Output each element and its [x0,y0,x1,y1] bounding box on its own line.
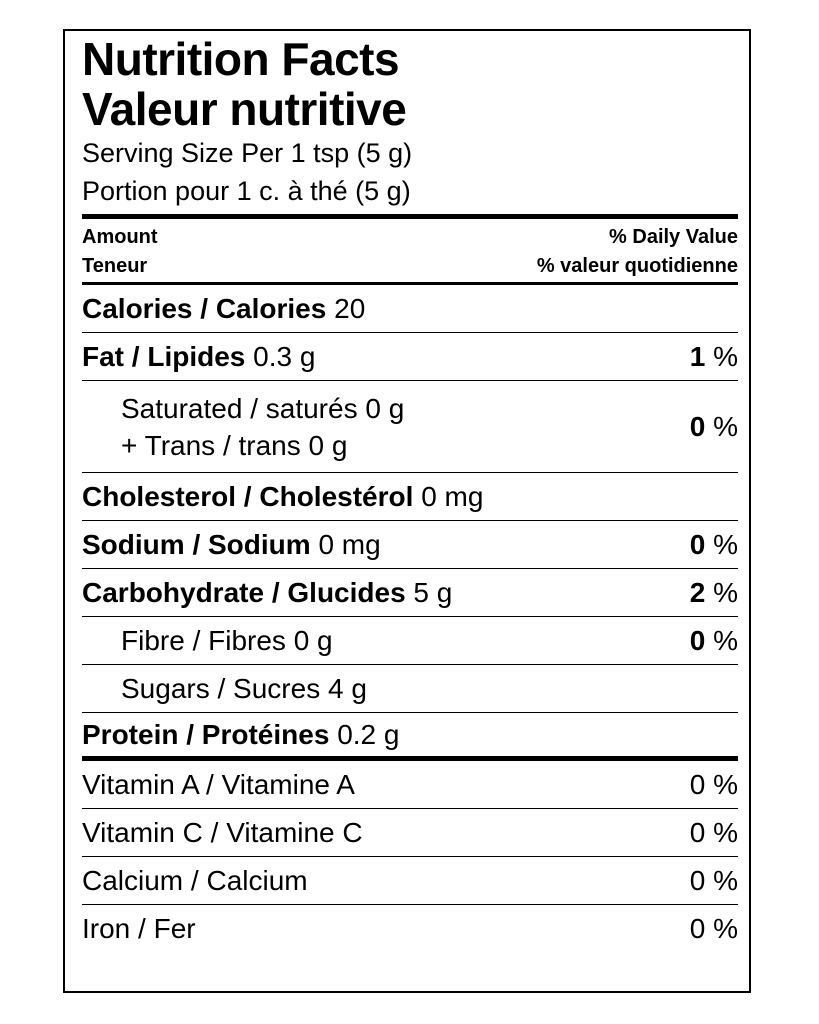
daily-value-header-fr: % valeur quotidienne [536,255,738,277]
nutrient-label: Vitamin A / Vitamine A [82,768,355,800]
daily-value-percent: 0 % [689,864,738,896]
nutrient-label: Iron / Fer [82,913,196,944]
title-english: Nutrition Facts [82,33,400,85]
daily-value-percent: 0 % [689,528,738,560]
nutrient-row-calories [82,285,738,333]
serving-size-english: Serving Size Per 1 tsp (5 g) [82,138,413,168]
amount-header [82,223,158,281]
daily-value-header [537,223,738,281]
serving-size-french: Portion pour 1 c. à thé (5 g) [82,176,411,206]
nutrient-row-fat [82,333,738,381]
daily-value-header-en: % Daily Value [609,226,738,248]
daily-value-percent: 0 % [689,624,738,656]
nutrient-label: Carbohydrate / Glucides 5 g [82,576,453,608]
column-header [82,219,738,282]
nutrition-facts-panel [82,33,738,953]
nutrient-label: Vitamin C / Vitamine C [82,816,363,848]
nutrient-row-sugars [82,665,738,713]
nutrient-label: Calcium / Calcium [82,864,308,896]
nutrient-row-saturated-trans [82,381,738,473]
nutrient-row-fibre [82,617,738,665]
nutrient-row-protein [82,713,738,761]
nutrient-row-carbohydrate [82,569,738,617]
daily-value-percent: 0 % [689,816,738,848]
daily-value-percent: 0 % [689,768,738,800]
amount-header-fr: Teneur [82,255,148,277]
title-french: Valeur nutritive [82,83,407,135]
nutrient-row-cholesterol [82,473,738,521]
nutrient-row-iron [82,905,738,953]
nutrient-label: Calories / Calories 20 [82,292,366,324]
nutrient-row-vitamin-a [82,761,738,809]
amount-header-en: Amount [82,226,158,248]
nutrient-label: Cholesterol / Cholestérol 0 mg [82,480,484,512]
daily-value-percent: 0 % [689,913,738,944]
nutrient-row-sodium [82,521,738,569]
nutrient-label: Sodium / Sodium 0 mg [82,528,381,560]
nutrient-label: Saturated / saturés 0 g + Trans / trans 0 g [121,392,405,461]
nutrient-label: Fibre / Fibres 0 g [121,624,333,656]
nutrient-label: Fat / Lipides 0.3 g [82,340,316,372]
daily-value-percent: 2 % [689,576,738,608]
nutrient-label: Protein / Protéines 0.2 g [82,718,400,750]
nutrient-row-vitamin-c [82,809,738,857]
daily-value-percent: 1 % [689,340,738,372]
nutrient-row-calcium [82,857,738,905]
daily-value-percent: 0 % [689,410,738,442]
nutrient-label: Sugars / Sucres 4 g [121,672,367,704]
